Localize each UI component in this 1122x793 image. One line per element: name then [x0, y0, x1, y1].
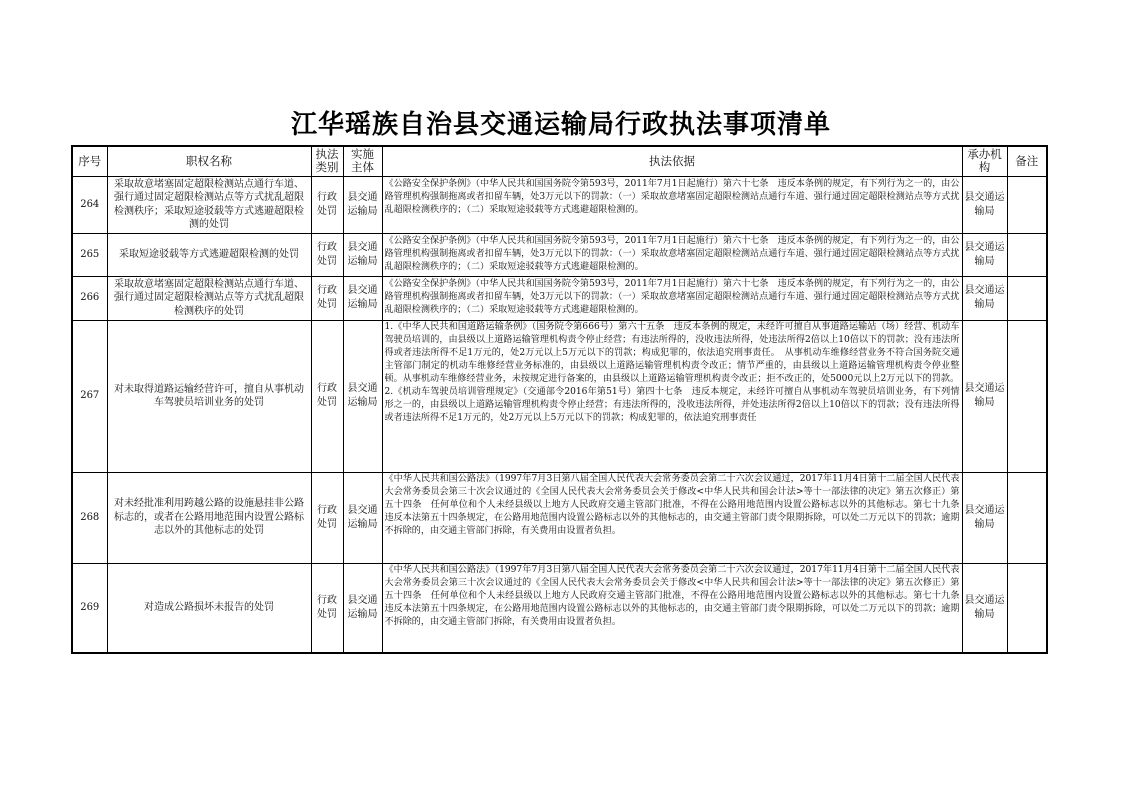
header-seq: 序号 — [72, 146, 107, 176]
header-basis: 执法依据 — [382, 146, 962, 176]
header-note: 备注 — [1007, 146, 1047, 176]
row-seq: 269 — [72, 563, 107, 653]
row-seq: 264 — [72, 176, 107, 233]
row-org: 县交通运输局 — [962, 563, 1007, 653]
row-name: 对未取得道路运输经营许可，擅自从事机动车驾驶员培训业务的处罚 — [107, 320, 311, 472]
basis-paragraph: 《中华人民共和国公路法》（1997年7月3日第八届全国人民代表大会常务委员会第二十六次会议通过，2017年11月4日第十二届全国人民代表大会常务委员会第三十次会议通过的《全国人民代表大会常务委员会关于修改<中华人民共和国会计法>等十一部法律的决定》第五次修正）第五十四条 任何单位和个人未经县级以上地方人民政府交通主管部门批准，不得在公路用地范围内设置公路标志以外的其他标志。第七十九条 违反本法第五十四条规定，在公路用地范围内设置公路标志以外的其他标志的，由交通主管部门责令限期拆除，可以处二万元以下的罚款；逾期不拆除的，由交通主管部门拆除，有关费用由设置者负担。 — [384, 474, 969, 536]
row-type: 行政处罚 — [311, 233, 343, 276]
header-subject: 实施主体 — [343, 146, 382, 176]
row-org: 县交通运输局 — [962, 320, 1007, 472]
row-basis — [382, 563, 969, 653]
table-row — [72, 276, 1047, 320]
row-name: 对造成公路损坏未报告的处罚 — [107, 563, 311, 653]
row-org: 县交通运输局 — [962, 176, 1007, 233]
row-org: 县交通运输局 — [962, 233, 1007, 276]
table-row — [72, 176, 1047, 233]
row-name: 对未经批准利用跨越公路的设施悬挂非公路标志的，或者在公路用地范围内设置公路标志以外的其他标志的处罚 — [107, 472, 311, 563]
basis-paragraph: 《公路安全保护条例》（中华人民共和国国务院令第593号，2011年7月1日起施行）第六十七条 违反本条例的规定，有下列行为之一的，由公路管理机构强制拖离或者扣留车辆，处3万元以下的罚款：（一）采取故意堵塞固定超限检测站点通行车道、强行通过固定超限检测站点等方式扰乱超限检测秩序的；（二）采取短途驳载等方式逃避超限检测的。 — [384, 235, 960, 272]
row-note — [1007, 472, 1047, 563]
row-subject: 县交通运输局 — [343, 233, 382, 276]
basis-paragraph: 《中华人民共和国公路法》（1997年7月3日第八届全国人民代表大会常务委员会第二十六次会议通过，2017年11月4日第十二届全国人民代表大会常务委员会第三十次会议通过的《全国人民代表大会常务委员会关于修改<中华人民共和国会计法>等十一部法律的决定》第五次修正）第五十四条 任何单位和个人未经县级以上地方人民政府交通主管部门批准，不得在公路用地范围内设置公路标志以外的其他标志。第七十九条 违反本法第五十四条规定，在公路用地范围内设置公路标志以外的其他标志的，由交通主管部门责令限期拆除，可以处二万元以下的罚款；逾期不拆除的，由交通主管部门拆除，有关费用由设置者负担。 — [384, 564, 969, 627]
header-name: 职权名称 — [107, 146, 311, 176]
row-note — [1007, 176, 1047, 233]
row-seq: 266 — [72, 276, 107, 320]
row-subject: 县交通运输局 — [343, 276, 382, 320]
header-type: 执法类别 — [311, 146, 343, 176]
basis-paragraph: 1.《中华人民共和国道路运输条例》（国务院令第666号）第六十五条 违反本条例的规定，未经许可擅自从事道路运输站（场）经营、机动车驾驶员培训的，由县级以上道路运输管理机构责令停止经营；有违法所得的，没收违法所得，处违法所得2倍以上10倍以下的罚款；没有违法所得或者违法所得不足1万元的，处2万元以上5万元以下的罚款；构成犯罪的，依法追究刑事责任。 从事机动车维修经营业务不符合国务院交通主管部门制定的机动车维修经营业务标准的，由县级以上道路运输管理机构责令改正；情节严重的，由县级以上道路运输管理机构责令停业整顿。从事机动车维修经营业务，未按规定进行备案的，由县级以上道路运输管理机构责令改正；拒不改正的，处5000元以上2万元以下的罚款。 — [384, 322, 960, 384]
table-row — [72, 320, 1047, 472]
table-row — [72, 233, 1047, 276]
row-basis — [382, 472, 969, 563]
enforcement-table — [71, 145, 1048, 654]
row-org: 县交通运输局 — [962, 276, 1007, 320]
row-subject: 县交通运输局 — [343, 176, 382, 233]
row-basis — [382, 320, 962, 472]
basis-paragraph: 《公路安全保护条例》（中华人民共和国国务院令第593号，2011年7月1日起施行）第六十七条 违反本条例的规定，有下列行为之一的，由公路管理机构强制拖离或者扣留车辆，处3万元以下的罚款：（一）采取故意堵塞固定超限检测站点通行车道、强行通过固定超限检测站点等方式扰乱超限检测秩序的；（二）采取短途驳载等方式逃避超限检测的。 — [384, 178, 960, 215]
row-basis — [382, 176, 962, 233]
row-subject: 县交通运输局 — [343, 563, 382, 653]
row-type: 行政处罚 — [311, 320, 343, 472]
row-name: 采取故意堵塞固定超限检测站点通行车道、强行通过固定超限检测站点等方式扰乱超限检测秩序；采取短途驳载等方式逃避超限检测的处罚 — [107, 176, 311, 233]
basis-paragraph: 2.《机动车驾驶员培训管理规定》（交通部令2016年第51号）第四十七条 违反本规定，未经许可擅自从事机动车驾驶员培训业务，有下列情形之一的，由县级以上道路运输管理机构责令停止经营；有违法所得的，没收违法所得，并处违法所得2倍以上10倍以下的罚款；没有违法所得或者违法所得不足1万元的，处2万元以上5万元以下的罚款；构成犯罪的，依法追究刑事责任 — [384, 387, 960, 423]
row-seq: 267 — [72, 320, 107, 472]
row-name: 采取短途驳载等方式逃避超限检测的处罚 — [107, 233, 311, 276]
row-basis — [382, 233, 962, 276]
row-note — [1007, 320, 1047, 472]
header-org: 承办机构 — [962, 146, 1007, 176]
row-note — [1007, 233, 1047, 276]
row-seq: 265 — [72, 233, 107, 276]
row-seq: 268 — [72, 472, 107, 563]
row-type: 行政处罚 — [311, 563, 343, 653]
row-subject: 县交通运输局 — [343, 472, 382, 563]
row-type: 行政处罚 — [311, 176, 343, 233]
row-type: 行政处罚 — [311, 472, 343, 563]
row-note — [1007, 563, 1047, 653]
row-subject: 县交通运输局 — [343, 320, 382, 472]
row-type: 行政处罚 — [311, 276, 343, 320]
row-name: 采取故意堵塞固定超限检测站点通行车道、强行通过固定超限检测站点等方式扰乱超限检测秩序的处罚 — [107, 276, 311, 320]
table-row — [72, 563, 1047, 653]
basis-paragraph: 《公路安全保护条例》（中华人民共和国国务院令第593号，2011年7月1日起施行）第六十七条 违反本条例的规定，有下列行为之一的，由公路管理机构强制拖离或者扣留车辆，处3万元以下的罚款：（一）采取故意堵塞固定超限检测站点通行车道、强行通过固定超限检测站点等方式扰乱超限检测秩序的；（二）采取短途驳载等方式逃避超限检测的。 — [384, 278, 960, 315]
row-note — [1007, 276, 1047, 320]
table-row — [72, 472, 1047, 563]
row-org: 县交通运输局 — [962, 472, 1007, 563]
row-basis — [382, 276, 962, 320]
header-row — [72, 146, 1047, 176]
page-title: 江华瑶族自治县交通运输局行政执法事项清单 — [290, 110, 831, 140]
